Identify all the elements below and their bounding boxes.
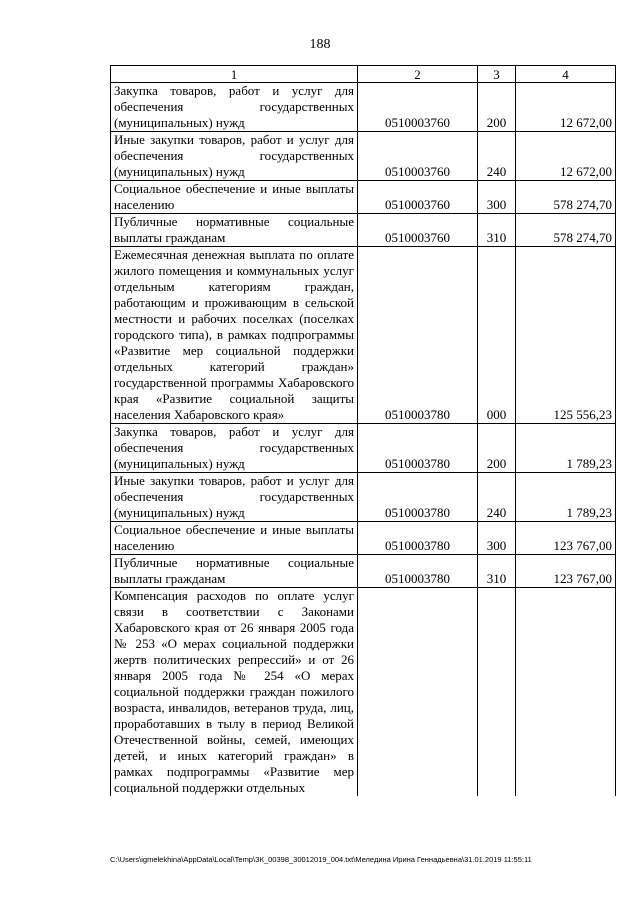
table-row (111, 522, 616, 555)
row-description: Публичные нормативные социальные выплаты гражданам (111, 555, 358, 588)
table-row (111, 588, 616, 797)
row-expense-type: 200 (478, 424, 516, 473)
table-row (111, 555, 616, 588)
column-header-3: 3 (478, 66, 516, 83)
row-expense-type: 000 (478, 247, 516, 424)
file-path-footer: C:\Users\igmelekhina\AppData\Local\Temp\ЗК_00398_30012019_004.txt\Меледина Ирина Геннадьевна\31.01.2019 11:55:11 (110, 855, 532, 864)
row-target-code: 0510003780 (358, 522, 478, 555)
row-amount: 1 789,23 (516, 473, 616, 522)
column-header-2: 2 (358, 66, 478, 83)
column-header-1: 1 (111, 66, 358, 83)
row-expense-type: 240 (478, 473, 516, 522)
row-description: Публичные нормативные социальные выплаты гражданам (111, 214, 358, 247)
table-row (111, 83, 616, 132)
table-row (111, 473, 616, 522)
row-target-code: 0510003780 (358, 247, 478, 424)
page-number: 188 (309, 37, 331, 52)
row-target-code: 0510003760 (358, 214, 478, 247)
budget-table (110, 65, 616, 796)
table-row (111, 181, 616, 214)
row-amount: 578 274,70 (516, 214, 616, 247)
column-header-4: 4 (516, 66, 616, 83)
row-description: Закупка товаров, работ и услуг для обеспечения государственных (муниципальных) нужд (111, 83, 358, 132)
row-description: Иные закупки товаров, работ и услуг для обеспечения государственных (муниципальных) нужд (111, 132, 358, 181)
row-amount (516, 588, 616, 797)
row-expense-type: 310 (478, 555, 516, 588)
row-expense-type: 200 (478, 83, 516, 132)
row-amount: 123 767,00 (516, 555, 616, 588)
row-amount: 125 556,23 (516, 247, 616, 424)
row-description: Закупка товаров, работ и услуг для обеспечения государственных (муниципальных) нужд (111, 424, 358, 473)
row-amount: 1 789,23 (516, 424, 616, 473)
row-target-code: 0510003760 (358, 181, 478, 214)
row-expense-type: 310 (478, 214, 516, 247)
row-amount: 578 274,70 (516, 181, 616, 214)
row-description: Социальное обеспечение и иные выплаты населению (111, 181, 358, 214)
table-row (111, 247, 616, 424)
row-amount: 12 672,00 (516, 83, 616, 132)
row-target-code: 0510003760 (358, 132, 478, 181)
row-amount: 123 767,00 (516, 522, 616, 555)
row-description: Компенсация расходов по оплате услуг связи в соответствии с Законами Хабаровского края от 26 января 2005 года № 253 «О мерах социальной поддержки жертв политических репрессий» и от 26 января 2005 года № 254 «О мерах социальной поддержки граждан пожилого возраста, инвалидов, ветеранов труда, лиц, проработавших в тылу в период Великой Отечественной войны, семей, имеющих детей, и иных категорий граждан» в рамках подпрограммы «Развитие мер социальной поддержки отдельных (111, 588, 358, 797)
row-amount: 12 672,00 (516, 132, 616, 181)
table-row (111, 132, 616, 181)
table-row (111, 214, 616, 247)
row-expense-type: 300 (478, 522, 516, 555)
row-target-code: 0510003780 (358, 555, 478, 588)
row-expense-type: 240 (478, 132, 516, 181)
row-expense-type: 300 (478, 181, 516, 214)
table-row (111, 424, 616, 473)
row-target-code (358, 588, 478, 797)
row-target-code: 0510003780 (358, 473, 478, 522)
row-description: Социальное обеспечение и иные выплаты населению (111, 522, 358, 555)
row-target-code: 0510003780 (358, 424, 478, 473)
row-description: Ежемесячная денежная выплата по оплате жилого помещения и коммунальных услуг отдельным категориям граждан, работающим и проживающим в сельской местности и рабочих поселках (поселках городского типа), в рамках подпрограммы «Развитие мер социальной поддержки отдельных категорий граждан» государственной программы Хабаровского края «Развитие социальной защиты населения Хабаровского края» (111, 247, 358, 424)
row-target-code: 0510003760 (358, 83, 478, 132)
row-description: Иные закупки товаров, работ и услуг для обеспечения государственных (муниципальных) нужд (111, 473, 358, 522)
row-expense-type (478, 588, 516, 797)
table-header-row (111, 66, 616, 83)
